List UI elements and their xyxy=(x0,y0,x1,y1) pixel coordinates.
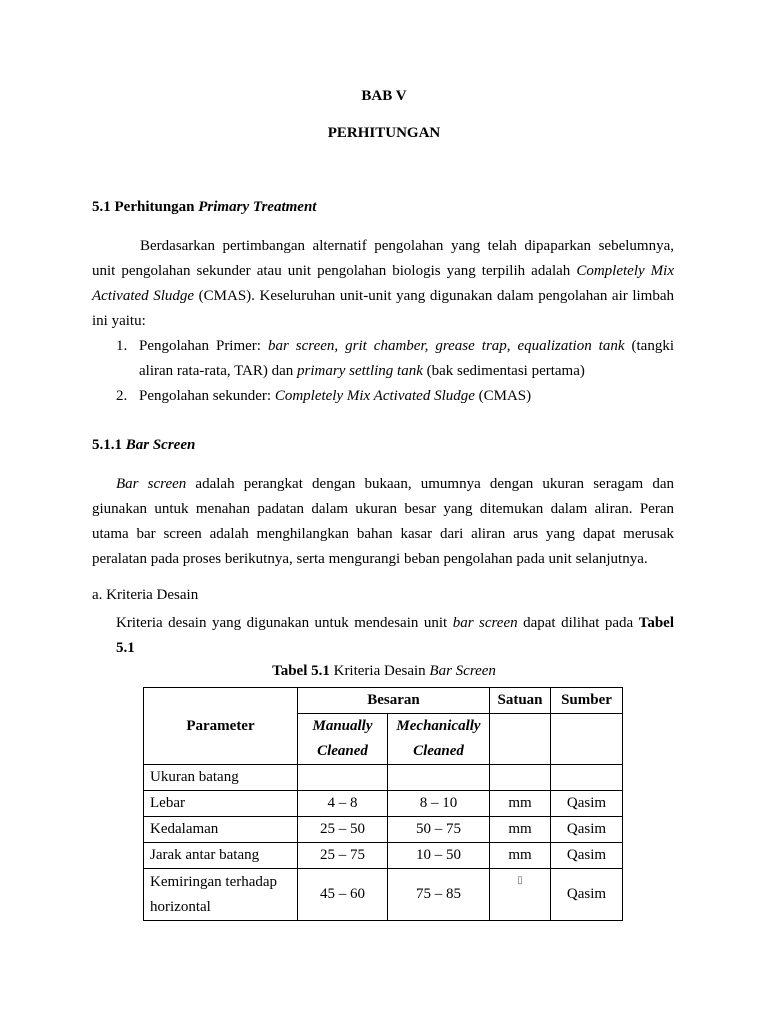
header-sumber: Sumber xyxy=(551,688,623,714)
header-satuan-blank xyxy=(490,714,551,765)
header-parameter: Parameter xyxy=(144,688,298,765)
intro-paragraph: Berdasarkan pertimbangan alternatif pengolahan yang telah dipaparkan sebelumnya, unit pengolahan sekunder atau unit pengolahan biologis yang terpilih adalah Completely Mix Activated Sludge (CMAS). Keseluruhan unit-unit yang digunakan dalam pengolahan air limbah ini yaitu: xyxy=(92,238,675,329)
header-besaran: Besaran xyxy=(298,688,490,714)
section-heading-5-1: 5.1 Perhitungan Primary Treatment xyxy=(92,199,317,215)
table-row: Kemiringan terhadap horizontal 45 – 60 75 – 85 ▯ Qasim xyxy=(144,869,623,921)
table-row: Kedalaman 25 – 50 50 – 75 mm Qasim xyxy=(144,817,623,843)
table-row: Ukuran batang xyxy=(144,765,623,791)
design-criteria-table xyxy=(143,687,623,921)
table-header-row xyxy=(144,688,623,714)
chapter-title: PERHITUNGAN xyxy=(327,125,441,141)
header-mechanically-cleaned: Mechanically Cleaned xyxy=(388,714,490,765)
table-row: Lebar 4 – 8 8 – 10 mm Qasim xyxy=(144,791,623,817)
table-caption: Tabel 5.1 Kriteria Desain Bar Screen xyxy=(272,663,496,679)
bar-screen-paragraph: Bar screen adalah perangkat dengan bukaan, umumnya dengan ukuran seragam dan giunakan untuk menahan padatan dalam ukuran besar yang ditemukan dalam aliran. Peran utama bar screen adalah menghilangkan bahan kasar dari aliran arus yang dapat merusak peralatan pada proses berikutnya, serta mengurangi beban pengolahan pada unit selanjutnya. xyxy=(92,476,675,567)
header-sumber-blank xyxy=(551,714,623,765)
criteria-paragraph: Kriteria desain yang digunakan untuk mendesain unit bar screen dapat dilihat pada Tabel 5.1 xyxy=(116,615,674,656)
table-row: Jarak antar batang 25 – 75 10 – 50 mm Qasim xyxy=(144,843,623,869)
chapter-label: BAB V xyxy=(361,88,407,104)
criteria-heading: a. Kriteria Desain xyxy=(92,587,199,603)
section-heading-5-1-1: 5.1.1 Bar Screen xyxy=(92,437,196,453)
header-satuan: Satuan xyxy=(490,688,551,714)
document-page: BAB V PERHITUNGAN 5.1 Perhitungan Primary Treatment Berdasarkan pertimbangan alternatif pengolahan yang telah dipaparkan sebelumnya, unit pengolahan sekunder atau unit pengolahan biologis yang terpilih adalah Completely Mix Activated Sludge (CMAS). Keseluruhan unit-unit yang digunakan dalam pengolahan air limbah ini yaitu: 1. Pengolahan Primer: bar screen, grit chamber, grease trap, equalization tank (tangki aliran rata-rata, TAR) dan primary settling tank (bak sedimentasi pertama) 2. Pengolahan sekunder: Completely Mix Activated Sludge (CMAS) 5.1.1 Bar Screen Bar screen adalah perangkat dengan bukaan, umumnya dengan ukuran seragam dan giunakan untuk menahan padatan dalam ukuran besar yang ditemukan dalam aliran. Peran utama bar screen adalah menghilangkan bahan kasar dari aliran arus yang dapat merusak peralatan pada proses berikutnya, serta mengurangi beban pengolahan pada unit selanjutnya. a. Kriteria Desain Kriteria desain yang digunakan untuk mendesain unit bar screen dapat dilihat pada Tabel 5.1 Tabel 5.1 Kriteria Desain Bar Screen Parameter Besaran Satuan Sumber Manually Cleaned Mechanically Cleaned Ukuran batang Lebar 4 – 8 8 – 10 mm Qasim Kedalaman 25 – 50 50 – 75 mm Qasim Jarak antar batang 25 – 75 10 – 50 mm Qasim Kemiringan terhadap horizontal 45 – 60 75 – 85 ▯ Qasim xyxy=(0,0,768,1024)
missing-glyph-icon: ▯ xyxy=(490,869,551,921)
header-manually-cleaned: Manually Cleaned xyxy=(298,714,388,765)
